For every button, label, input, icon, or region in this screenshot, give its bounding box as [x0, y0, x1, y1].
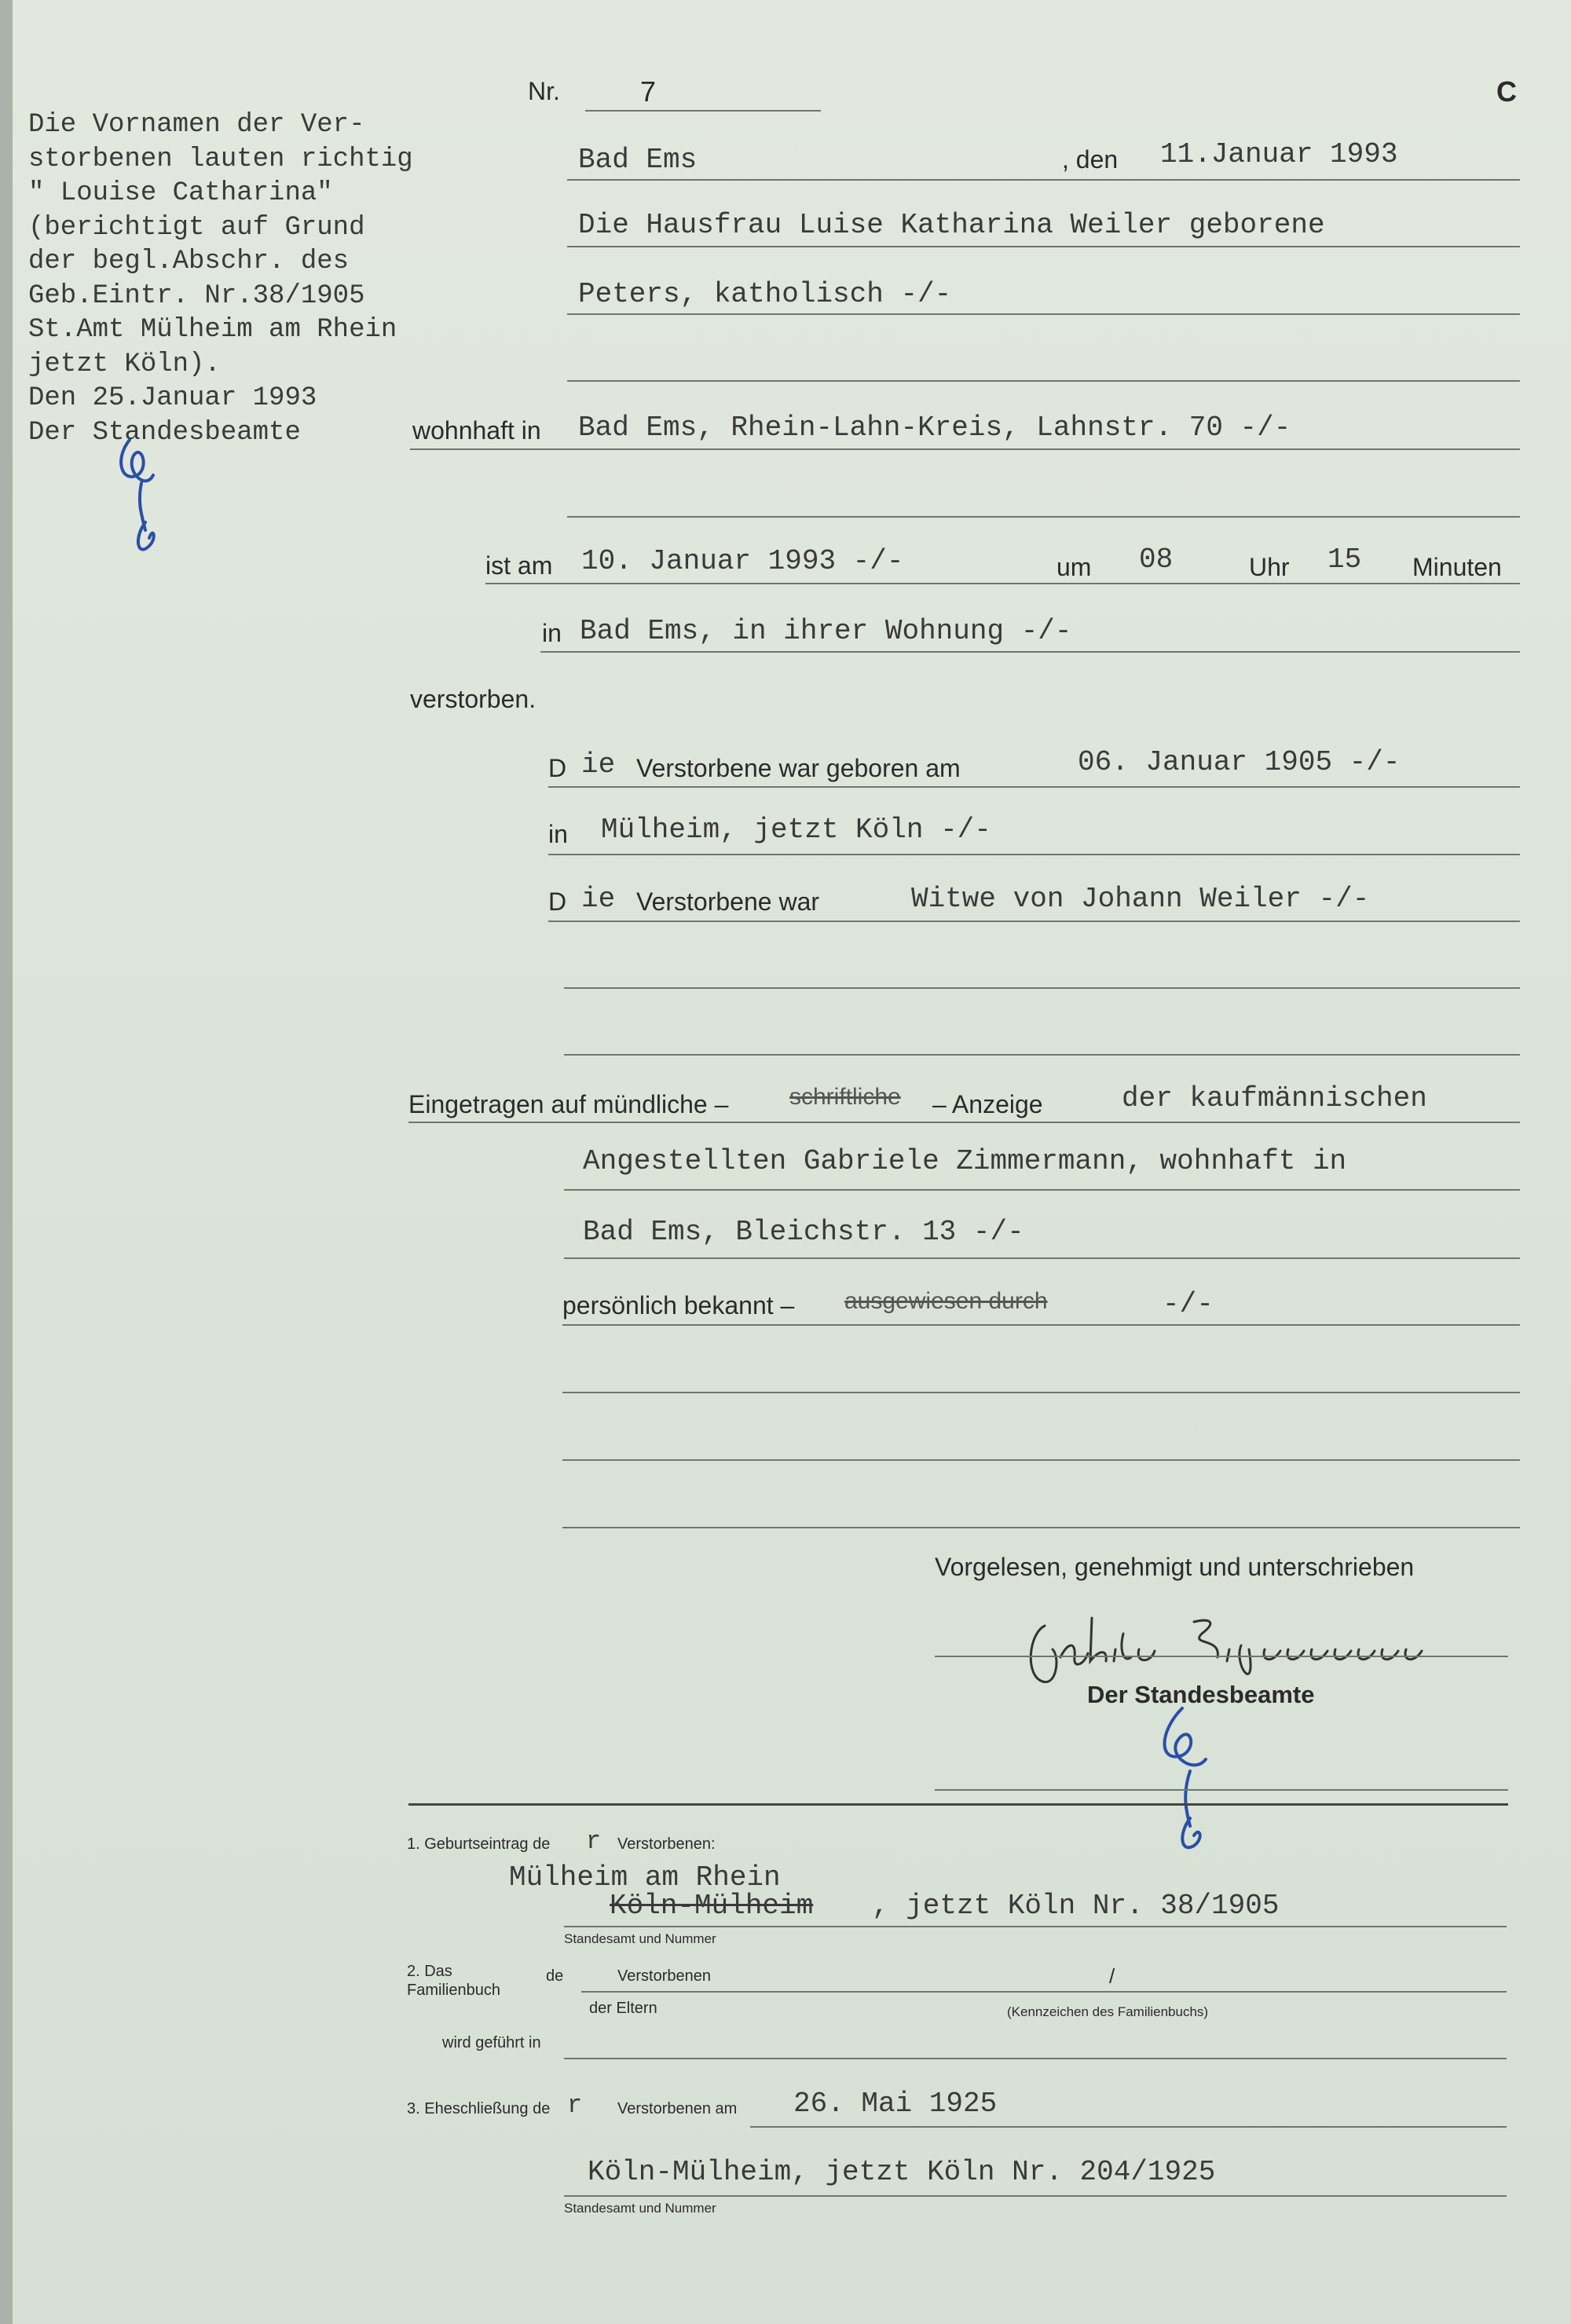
- f1-label-end: Verstorbenen:: [617, 1835, 716, 1853]
- rule: [567, 313, 1520, 315]
- deceased-line-1: Die Hausfrau Luise Katharina Weiler geborene: [578, 209, 1325, 241]
- margin-correction-note: Die Vornamen der Ver- storbenen lauten richtig " Louise Catharina" (berichtigt auf Grund der begl.Abschr. des Geb.Eintr. Nr.38/1905 St.Amt Mülheim am Rhein jetzt Köln). Den 25.Januar 1993 Der Standesbeamte: [28, 110, 413, 448]
- rule: [564, 1926, 1507, 1927]
- margin-registrar-signature: [106, 428, 177, 562]
- place-line: [567, 179, 1520, 181]
- status-label: Verstorbene war: [636, 888, 820, 916]
- identity-label: persönlich bekannt –: [562, 1291, 795, 1319]
- f2-de: de: [546, 1967, 564, 1985]
- verstorben-label: verstorben.: [410, 685, 536, 713]
- f3-r: r: [567, 2091, 583, 2120]
- um-label: um: [1056, 553, 1092, 581]
- f1-label: 1. Geburtseintrag de: [407, 1835, 551, 1853]
- birth-in-label: in: [548, 820, 568, 848]
- rule: [564, 1189, 1520, 1191]
- rule: [562, 1527, 1520, 1528]
- rule: [567, 516, 1520, 518]
- rule: [564, 2195, 1507, 2197]
- f1-r: r: [586, 1827, 602, 1856]
- registrar-signature: [1135, 1700, 1229, 1857]
- rule: [564, 1054, 1520, 1056]
- informant-line-3: Bad Ems, Bleichstr. 13 -/-: [583, 1216, 1024, 1248]
- register-letter: C: [1496, 75, 1517, 108]
- rule: [548, 920, 1520, 922]
- status-value: Witwe von Johann Weiler -/-: [911, 883, 1370, 915]
- death-place: Bad Ems, in ihrer Wohnung -/-: [580, 615, 1072, 647]
- birth-prefix-d: D: [548, 754, 567, 782]
- rule: [548, 854, 1520, 855]
- rule: [750, 2126, 1507, 2128]
- rule: [410, 448, 1520, 450]
- rule: [935, 1656, 1508, 1657]
- f2-gefuehrt: wird geführt in: [442, 2034, 541, 2051]
- rule: [935, 1789, 1508, 1791]
- birth-label: Verstorbene war geboren am: [636, 754, 961, 782]
- entry-number: 7: [640, 75, 657, 108]
- status-ie: ie: [581, 883, 616, 915]
- death-date: 10. Januar 1993 -/-: [581, 545, 904, 577]
- rule: [567, 380, 1520, 382]
- informant-line-2: Angestellten Gabriele Zimmermann, wohnhaft in: [583, 1145, 1347, 1177]
- f2-verstorbenen: Verstorbenen: [617, 1967, 711, 1985]
- ist-am-label: ist am: [485, 551, 553, 580]
- death-place-prefix: in: [542, 619, 562, 647]
- status-prefix-d: D: [548, 888, 567, 916]
- place-value: Bad Ems: [578, 144, 698, 176]
- f3-date: 26. Mai 1925: [793, 2088, 998, 2120]
- identity-struck: ausgewiesen durch: [844, 1288, 1048, 1314]
- f3-place: Köln-Mülheim, jetzt Köln Nr. 204/1925: [588, 2156, 1216, 2188]
- uhr-label: Uhr: [1249, 553, 1290, 581]
- rule: [408, 1803, 1508, 1806]
- read-approved-text: Vorgelesen, genehmigt und unterschrieben: [935, 1553, 1415, 1581]
- rule: [564, 1257, 1520, 1259]
- report-label-end: – Anzeige: [932, 1090, 1043, 1118]
- death-minutes: 15: [1327, 543, 1362, 576]
- minuten-label: Minuten: [1412, 553, 1502, 581]
- rule: [548, 786, 1520, 788]
- f2-label: 2. Das Familienbuch: [407, 1963, 500, 1999]
- residence-value: Bad Ems, Rhein-Lahn-Kreis, Lahnstr. 70 -/-: [578, 412, 1291, 444]
- f1-place-above: Mülheim am Rhein: [509, 1861, 781, 1894]
- f2-caption: (Kennzeichen des Familienbuchs): [1007, 2004, 1209, 2019]
- den-label: , den: [1062, 145, 1119, 174]
- f3-label: 3. Eheschließung de: [407, 2100, 551, 2117]
- rule: [562, 1459, 1520, 1461]
- birth-ie: ie: [581, 748, 616, 781]
- rule: [567, 246, 1520, 247]
- rule: [562, 1392, 1520, 1393]
- report-label-start: Eingetragen auf mündliche –: [408, 1090, 729, 1118]
- nr-line: [585, 110, 821, 112]
- entry-date: 11.Januar 1993: [1160, 138, 1398, 170]
- death-hour: 08: [1139, 543, 1174, 576]
- f1-value: , jetzt Köln Nr. 38/1905: [872, 1890, 1280, 1922]
- deceased-line-2: Peters, katholisch -/-: [578, 278, 952, 310]
- rule: [562, 1324, 1520, 1326]
- identity-value: -/-: [1163, 1288, 1214, 1320]
- report-struck-word: schriftliche: [789, 1084, 901, 1110]
- birth-place: Mülheim, jetzt Köln -/-: [601, 814, 991, 846]
- birth-date: 06. Januar 1905 -/-: [1078, 746, 1401, 778]
- nr-label: Nr.: [528, 77, 560, 105]
- registrar-label: Der Standesbeamte: [1087, 1681, 1315, 1708]
- rule: [564, 987, 1520, 989]
- f2-slash: /: [1109, 1964, 1115, 1988]
- informant-line-1: der kaufmännischen: [1122, 1082, 1427, 1114]
- f2-eltern: der Eltern: [589, 2000, 657, 2017]
- page-edge: [0, 0, 13, 2324]
- f3-caption: Standesamt und Nummer: [564, 2201, 716, 2216]
- residence-label: wohnhaft in: [412, 416, 541, 445]
- rule: [581, 1991, 1507, 1993]
- rule: [540, 651, 1520, 653]
- f1-caption: Standesamt und Nummer: [564, 1931, 716, 1946]
- rule: [564, 2058, 1507, 2059]
- f3-label-end: Verstorbenen am: [617, 2100, 738, 2117]
- f1-struck-place: Köln-Mülheim: [610, 1890, 814, 1922]
- rule: [485, 583, 1520, 584]
- rule: [408, 1122, 1520, 1123]
